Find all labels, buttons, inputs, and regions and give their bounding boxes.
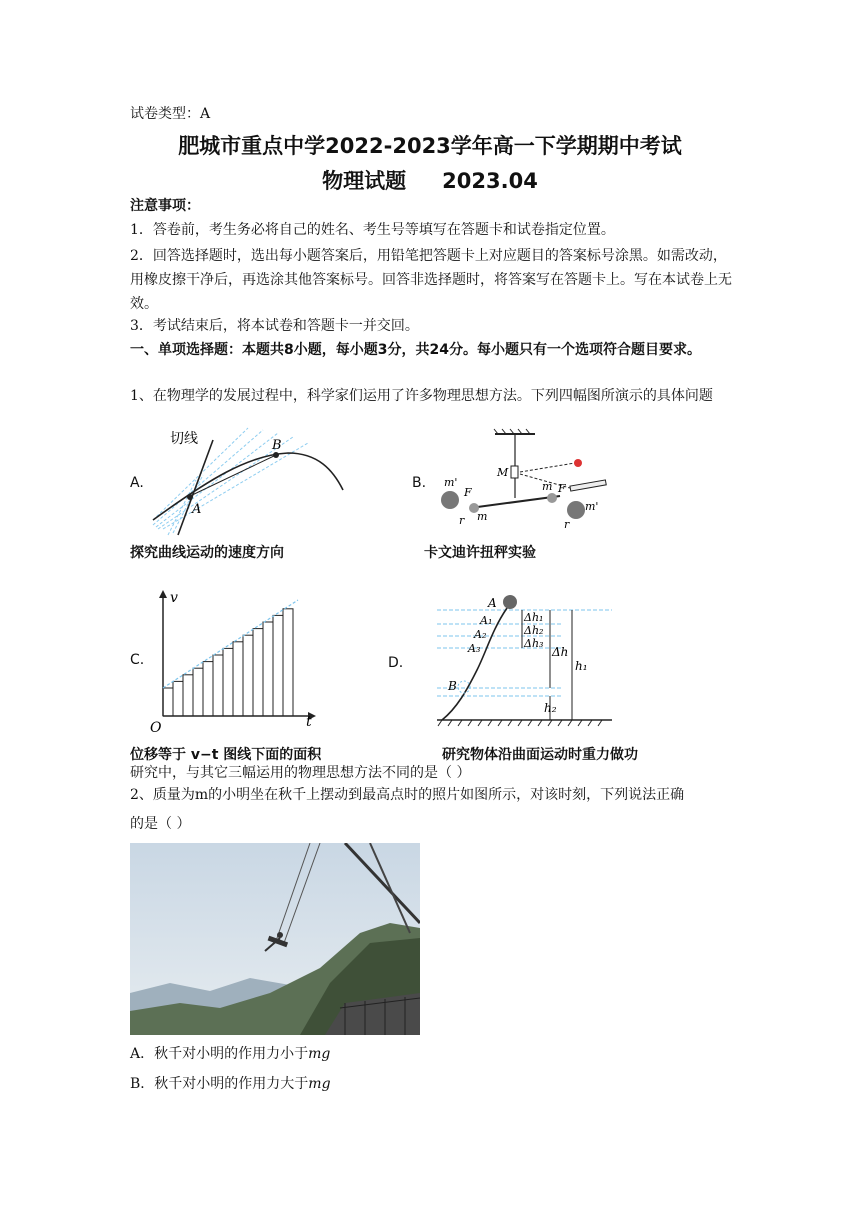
label-point-b: B [448,679,457,693]
q1-stem-start: 1、在物理学的发展过程中，科学家们运用了许多物理思想方法。下列四幅图所演示的具体问题 [130,388,713,404]
q2-option-a [130,1044,330,1064]
origin-label: O [150,720,162,736]
figure-c-option: C. [130,652,145,668]
section-heading: 一、单项选择题：本题共8小题，每小题3分，共24分。每小题只有一个选项符合题目要求。 [130,342,701,358]
figure-d-curved-surface [432,590,617,730]
q2-stem-line2: 的是（ ） [130,816,191,832]
paper-type: 试卷类型：A [130,106,211,122]
swing-photo [130,843,420,1035]
label-m-left: m [477,510,488,523]
exam-date: 2023.04 [442,169,538,193]
axis-v-label: v [170,590,178,606]
label-f-left: F [464,486,472,499]
vt-step-bar [283,609,293,716]
label-dh3: Δh₃ [524,637,544,650]
label-dh: Δh [552,645,569,659]
page-title: 肥城市重点中学2022-2023学年高一下学期期中考试 [178,134,682,158]
vt-step-bar [233,642,243,716]
vt-step-bar [263,622,273,716]
vt-step-bar [163,688,173,716]
label-r-right: r [564,518,570,531]
label-point-a3: A₃ [468,642,481,655]
axis-t-label: t [306,714,312,730]
notice-heading: 注意事项： [130,198,200,214]
vt-step-bar [243,635,253,716]
label-m-prime-left: m' [444,476,458,489]
figure-b-torsion-balance [430,428,610,538]
notice-item-2: 2．回答选择题时，选出每小题答案后，用铅笔把答题卡上对应题目的答案标号涂黑。如需改动，用橡皮擦干净后，再选涂其他答案标号。回答非选择题时，将答案写在答题卡上。写在本试卷上无效。 [130,248,732,312]
figure-d-option: D. [388,655,404,671]
notice-item-1: 1．答卷前，考生务必将自己的姓名、考生号等填写在答题卡和试卷指定位置。 [130,222,615,238]
figure-b-option: B. [412,475,427,491]
label-point-a2: A₂ [474,628,487,641]
figure-c-caption: 位移等于 v−t 图线下面的面积 [130,747,322,763]
label-m-prime-right: m' [585,500,599,513]
vt-step-bar [223,648,233,716]
vt-step-bar [173,681,183,716]
vt-step-bar [273,615,283,716]
point-a-label: A [192,502,202,517]
label-m-right: m [542,480,553,493]
q2-option-b-text: B．秋千对小明的作用力大于 [130,1076,309,1092]
vt-step-bar [253,629,263,716]
vt-step-bar [193,668,203,716]
figure-a-caption: 探究曲线运动的速度方向 [130,545,284,561]
subject-title: 物理试题 [322,169,407,193]
figure-d-caption: 研究物体沿曲面运动时重力做功 [442,747,638,763]
q2-stem-line1: 2、质量为m的小明坐在秋千上摆动到最高点时的照片如图所示，对该时刻，下列说法正确 [130,787,685,803]
vt-step-bar [183,675,193,716]
q2-option-b-symbol: mg [308,1076,331,1092]
label-h1: h₁ [575,659,588,673]
label-point-a1: A₁ [480,614,493,627]
q2-option-b [130,1074,331,1094]
label-dh2: Δh₂ [524,624,544,637]
vt-step-bar [213,655,223,716]
label-dh1: Δh₁ [524,611,544,624]
figure-a-curve-tangent [148,425,348,540]
notice-item-3: 3．考试结束后，将本试卷和答题卡一并交回。 [130,318,419,334]
tangent-label: 切线 [170,431,198,447]
q2-option-a-text: A．秋千对小明的作用力小于 [130,1046,309,1062]
q1-stem-end: 研究中，与其它三幅运用的物理思想方法不同的是（ ） [130,765,471,781]
label-h2: h₂ [544,701,557,715]
label-r-left: r [459,514,465,527]
vt-step-bar [203,662,213,716]
point-b-label: B [272,438,282,453]
figure-a-option: A. [130,475,144,491]
label-f-right: F [558,482,566,495]
label-big-m: M [497,466,509,479]
label-point-a: A [488,596,497,610]
subject-line [0,165,860,195]
figure-b-caption: 卡文迪许扭秤实验 [424,545,536,561]
q2-option-a-symbol: mg [308,1046,331,1062]
figure-c-vt-graph [148,588,318,736]
